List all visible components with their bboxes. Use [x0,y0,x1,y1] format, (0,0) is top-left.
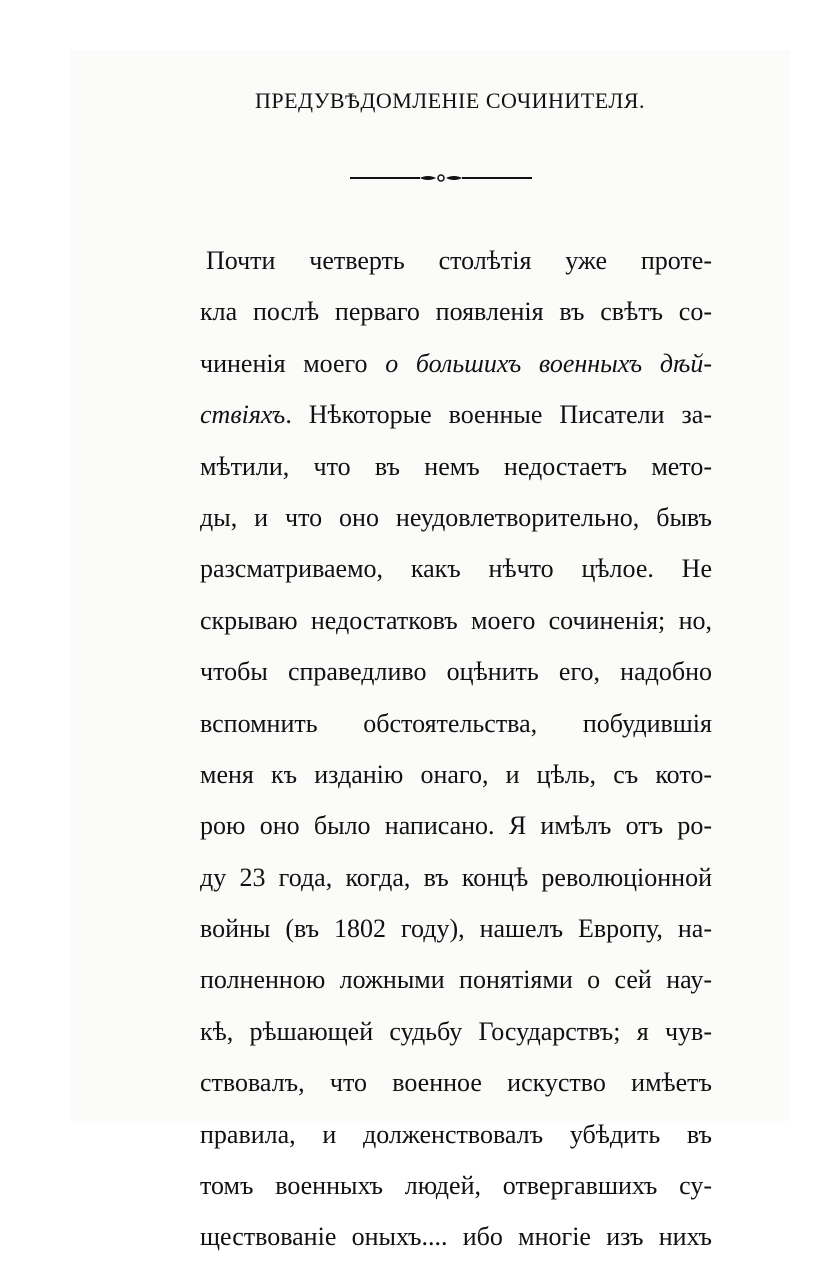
text-line [200,749,712,800]
text-line [200,954,712,1005]
text-segment: меня къ изданію онаго, и цѣль, съ кото- [200,759,712,789]
text-segment: правила, и долженствовалъ убѣдить въ [200,1119,712,1149]
text-segment: чтобы справедливо оцѣнить его, надобно [200,657,712,687]
text-line [200,595,712,646]
text-line [200,800,712,851]
page-heading: ПРЕДУВѢДОМЛЕНІЕ СОЧИНИТЕЛЯ. [255,88,645,113]
text-line [200,903,712,954]
text-line [200,1006,712,1057]
text-line [200,235,712,286]
body-text [200,235,712,1263]
ornament-rule-icon [350,170,532,186]
text-line [200,389,712,440]
text-line [200,338,712,389]
text-segment: ду 23 года, когда, въ концѣ революціонной [200,862,712,892]
text-line [200,441,712,492]
text-line [200,286,712,337]
text-segment: кѣ, рѣшающей судьбу Государствъ; я чув- [200,1016,712,1046]
text-segment: ствовалъ, что военное искуство имѣетъ [200,1068,712,1098]
italic-title-segment: о большихъ военныхъ дѣй- [385,348,713,378]
text-segment: ды, и что оно неудовлетворительно, бывъ [200,502,712,532]
text-segment: ществованіе оныхъ.... ибо многіе изъ нихъ [200,1222,712,1252]
text-line [200,646,712,697]
text-segment: полненною ложными понятіями о сей нау- [200,965,712,995]
text-line [200,492,712,543]
text-line [200,1211,712,1262]
text-line [200,1109,712,1160]
text-segment: рою оно было написано. Я имѣлъ отъ ро- [200,811,712,841]
text-segment: вспомнить обстоятельства, побудившія [200,708,712,738]
text-line [200,852,712,903]
text-segment: . Нѣкоторые военные Писатели за- [285,400,712,430]
italic-title-segment: ствіяхъ [200,400,286,430]
text-segment: Почти четверть столѣтія уже проте- [206,246,712,275]
text-segment: мѣтили, что въ немъ недостаетъ мето- [200,451,712,481]
text-segment: кла послѣ перваго появленія въ свѣтъ со- [200,297,712,327]
text-line [200,1057,712,1108]
text-line [200,698,712,749]
text-segment: войны (въ 1802 году), нашелъ Европу, на- [200,914,712,944]
text-segment: томъ военныхъ людей, отвергавшихъ су- [200,1171,712,1201]
text-segment: разсматриваемо, какъ нѣчто цѣлое. Не [200,554,712,584]
text-line [200,543,712,594]
text-segment: скрываю недостатковъ моего сочиненія; но, [200,605,712,635]
text-line [200,1160,712,1211]
text-segment: чиненія моего [200,348,386,378]
